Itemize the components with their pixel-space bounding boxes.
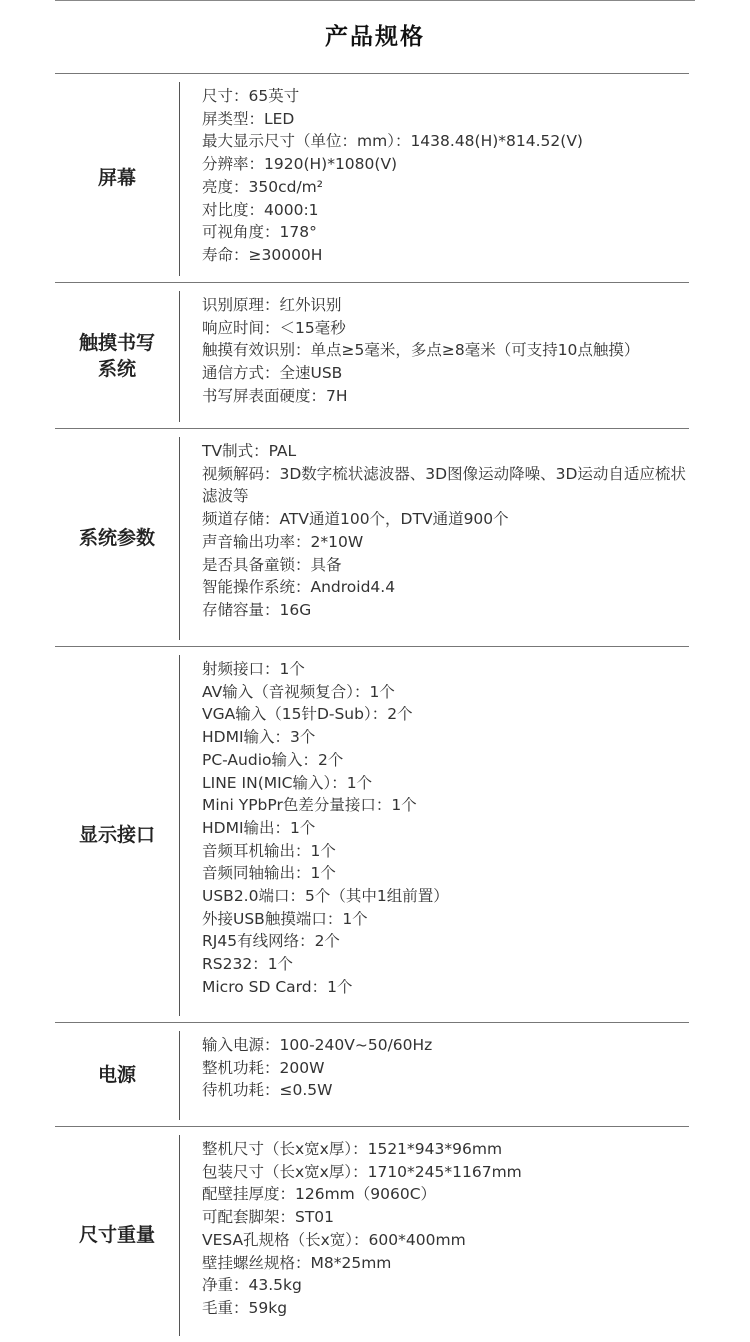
spec-list (202, 429, 689, 628)
spec-item: 智能操作系统：Android4.4 (202, 578, 396, 597)
page-title: 产品规格 (325, 24, 425, 50)
top-divider (55, 0, 695, 1)
spec-item: 分辨率：1920(H)*1080(V) (202, 155, 398, 174)
spec-item: HDMI输出：1个 (202, 818, 316, 837)
spec-item: 毛重：59kg (202, 1298, 288, 1317)
section-label: 系统参数 (78, 526, 155, 549)
spec-item: 亮度：350cd/m² (202, 177, 323, 196)
spec-list (202, 283, 689, 414)
spec-item: VGA输入（15针D-Sub）：2个 (202, 705, 413, 724)
spec-item: USB2.0端口：5个（其中1组前置） (202, 887, 449, 906)
spec-section-dimensions (55, 1126, 689, 1342)
spec-item: 触摸有效识别：单点≥5毫米，多点≥8毫米（可支持10点触摸） (202, 341, 640, 360)
spec-item: 音频同轴输出：1个 (202, 864, 336, 883)
spec-item: Mini YPbPr色差分量接口：1个 (202, 796, 417, 815)
spec-item: 通信方式：全速USB (202, 364, 343, 383)
spec-item: PC-Audio输入：2个 (202, 750, 344, 769)
spec-item: 存储容量：16G (202, 600, 312, 619)
spec-item: LINE IN(MIC输入）：1个 (202, 773, 373, 792)
spec-item: 对比度：4000:1 (202, 200, 319, 219)
spec-list (202, 1023, 689, 1108)
spec-list (202, 1127, 689, 1326)
spec-item: 寿命：≥30000H (202, 245, 323, 264)
spec-section-system (55, 428, 689, 646)
spec-list (202, 74, 689, 273)
spec-item: 可配套脚架：ST01 (202, 1208, 335, 1227)
spec-item: 净重：43.5kg (202, 1276, 302, 1295)
spec-item: 外接USB触摸端口：1个 (202, 909, 368, 928)
section-divider (179, 291, 180, 422)
spec-item: 响应时间：＜15毫秒 (202, 318, 346, 337)
spec-item: 整机功耗：200W (202, 1058, 325, 1077)
spec-item: 尺寸：65英寸 (202, 87, 300, 105)
spec-table (55, 73, 689, 1342)
section-label: 触摸书写 系统 (78, 331, 155, 380)
spec-item: 视频解码：3D数字梳状滤波器、3D图像运动降噪、3D运动自适应梳状滤波等 (202, 464, 686, 506)
spec-item: 配壁挂厚度：126mm（9060C） (202, 1185, 437, 1204)
spec-item: TV制式：PAL (202, 442, 297, 460)
spec-item: RJ45有线网络：2个 (202, 932, 340, 951)
spec-item: Micro SD Card：1个 (202, 977, 353, 996)
section-divider (179, 1135, 180, 1336)
spec-item: VESA孔规格（长x宽）：600*400mm (202, 1230, 466, 1249)
section-label: 电源 (97, 1063, 136, 1086)
spec-item: HDMI输入：3个 (202, 728, 316, 747)
spec-item: 壁挂螺丝规格：M8*25mm (202, 1253, 392, 1272)
spec-item: 输入电源：100-240V~50/60Hz (202, 1036, 433, 1054)
spec-item: 音频耳机输出：1个 (202, 841, 336, 860)
spec-section-touch (55, 282, 689, 428)
spec-item: 频道存储：ATV通道100个，DTV通道900个 (202, 510, 509, 529)
spec-list (202, 647, 689, 1005)
section-divider (179, 655, 180, 1016)
spec-item: 识别原理：红外识别 (202, 296, 342, 314)
spec-item: RS232：1个 (202, 955, 294, 974)
spec-item: 书写屏表面硬度：7H (202, 386, 348, 405)
section-label: 尺寸重量 (78, 1223, 155, 1246)
section-label: 屏幕 (97, 167, 136, 189)
spec-item: AV输入（音视频复合）：1个 (202, 682, 395, 701)
spec-item: 包装尺寸（长x宽x厚）：1710*245*1167mm (202, 1162, 522, 1181)
section-divider (179, 82, 180, 276)
section-divider (179, 1031, 180, 1120)
spec-item: 屏类型：LED (202, 109, 295, 128)
spec-section-interfaces (55, 646, 689, 1022)
spec-section-power (55, 1022, 689, 1126)
section-divider (179, 437, 180, 640)
spec-section-screen (55, 73, 689, 282)
spec-item: 是否具备童锁：具备 (202, 555, 342, 574)
spec-item: 待机功耗：≤0.5W (202, 1081, 333, 1100)
spec-item: 射频接口：1个 (202, 660, 305, 678)
spec-item: 整机尺寸（长x宽x厚）：1521*943*96mm (202, 1140, 503, 1158)
spec-item: 声音输出功率：2*10W (202, 532, 364, 551)
section-label: 显示接口 (78, 823, 155, 846)
spec-item: 可视角度：178° (202, 223, 317, 242)
spec-item: 最大显示尺寸（单位：mm）：1438.48(H)*814.52(V) (202, 132, 583, 151)
